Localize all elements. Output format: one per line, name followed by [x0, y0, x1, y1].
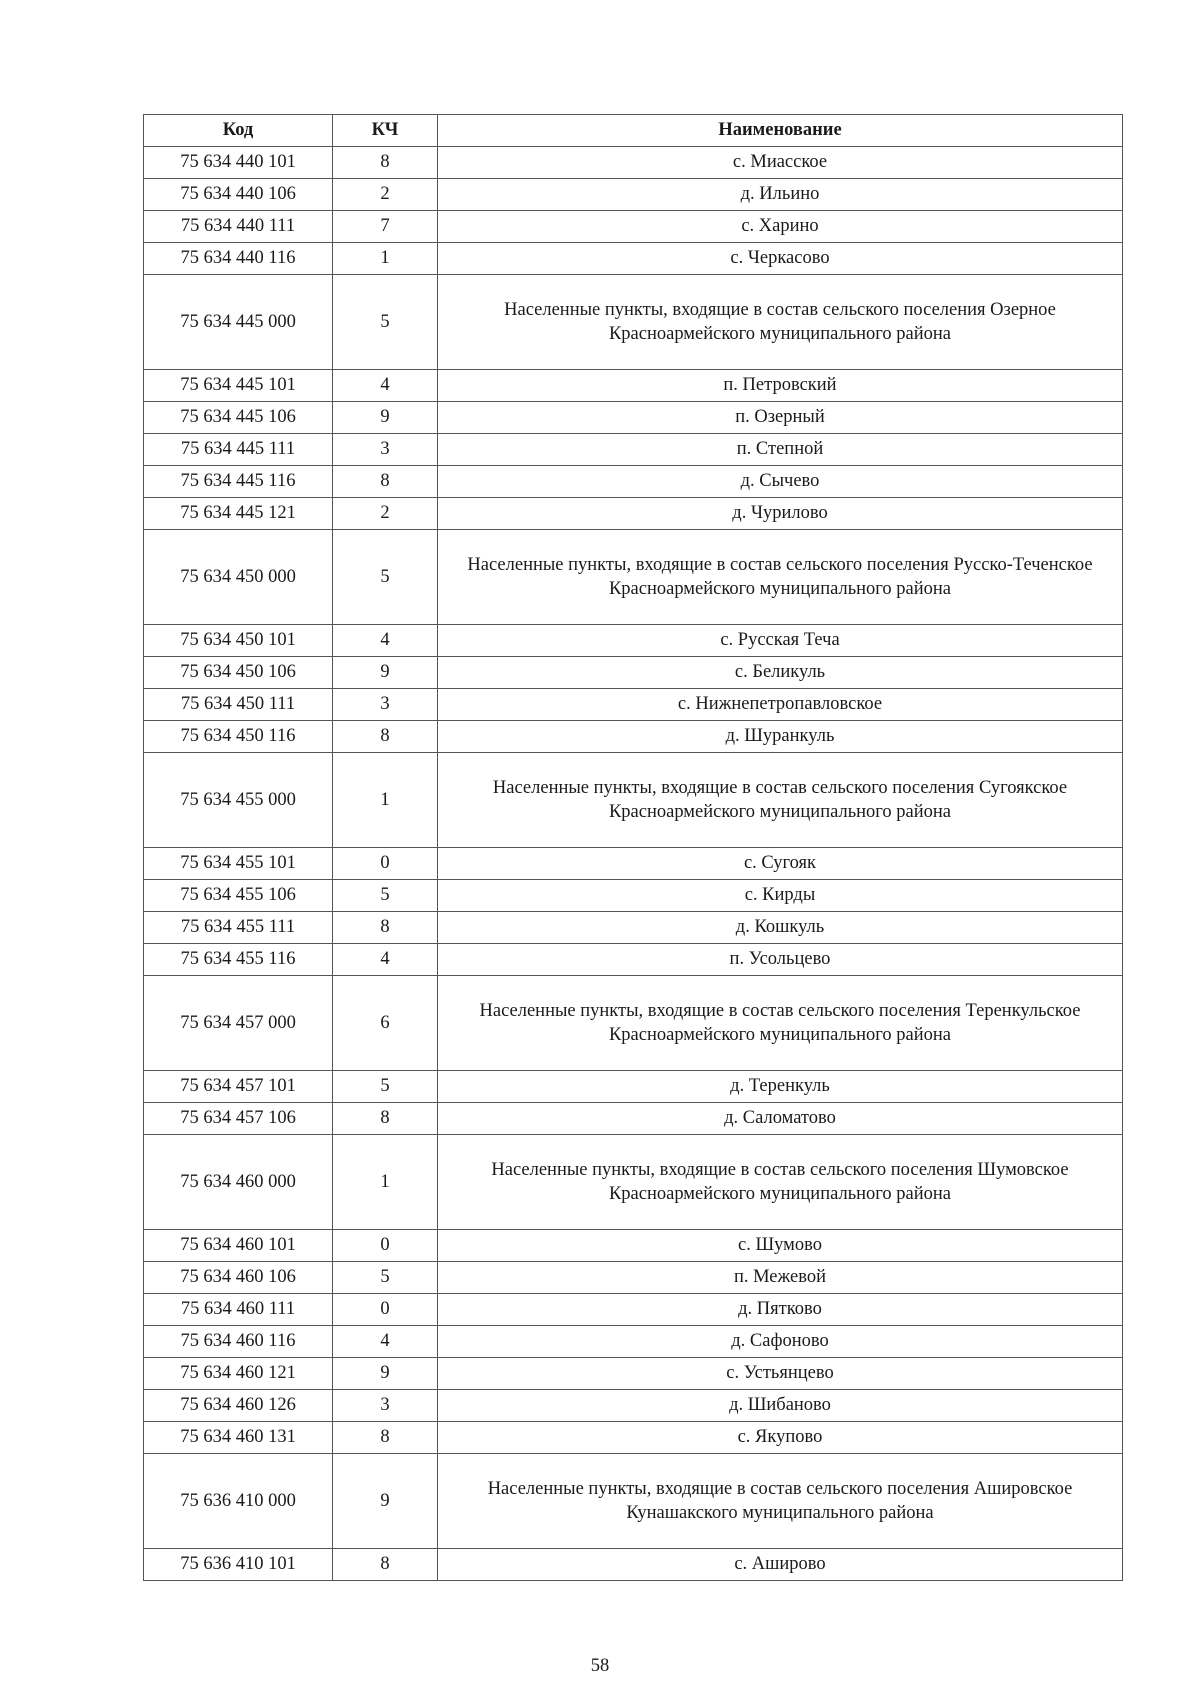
cell-code: 75 634 445 106: [144, 402, 333, 434]
table-row: [144, 1358, 1123, 1390]
cell-name: п. Петровский: [438, 370, 1123, 402]
cell-kch: 8: [333, 147, 438, 179]
cell-code: 75 634 460 111: [144, 1294, 333, 1326]
table-row: [144, 880, 1123, 912]
cell-kch: 0: [333, 848, 438, 880]
header-name: Наименование: [438, 115, 1123, 147]
table-row: [144, 1390, 1123, 1422]
cell-kch: 9: [333, 1358, 438, 1390]
table-body: [144, 147, 1123, 1581]
cell-name: п. Межевой: [438, 1262, 1123, 1294]
table-row: [144, 1262, 1123, 1294]
cell-name: с. Аширово: [438, 1549, 1123, 1581]
cell-name: с. Черкасово: [438, 243, 1123, 275]
table-row-settlement-group: [144, 1454, 1123, 1549]
cell-kch: 8: [333, 721, 438, 753]
cell-code: 75 634 460 106: [144, 1262, 333, 1294]
cell-code: 75 634 445 121: [144, 498, 333, 530]
okato-table: [143, 114, 1123, 1581]
cell-code: 75 634 455 116: [144, 944, 333, 976]
table-row: [144, 625, 1123, 657]
cell-name: с. Якупово: [438, 1422, 1123, 1454]
table-row-settlement-group: [144, 530, 1123, 625]
cell-kch: 5: [333, 880, 438, 912]
cell-code: 75 634 460 131: [144, 1422, 333, 1454]
cell-code: 75 634 445 116: [144, 466, 333, 498]
table-row: [144, 370, 1123, 402]
cell-name: д. Сафоново: [438, 1326, 1123, 1358]
cell-kch: 5: [333, 275, 438, 370]
cell-kch: 7: [333, 211, 438, 243]
cell-kch: 8: [333, 1549, 438, 1581]
table-row: [144, 1326, 1123, 1358]
cell-code: 75 634 460 000: [144, 1135, 333, 1230]
cell-code: 75 634 455 106: [144, 880, 333, 912]
cell-kch: 0: [333, 1230, 438, 1262]
table-row: [144, 1294, 1123, 1326]
cell-name: д. Шибаново: [438, 1390, 1123, 1422]
cell-name: Населенные пункты, входящие в состав сельского поселения Озерное Красноармейского муниципального района: [438, 275, 1123, 370]
table-row: [144, 1422, 1123, 1454]
table-row: [144, 657, 1123, 689]
cell-kch: 2: [333, 498, 438, 530]
cell-kch: 5: [333, 530, 438, 625]
table-row-settlement-group: [144, 976, 1123, 1071]
cell-kch: 5: [333, 1262, 438, 1294]
table-row: [144, 1230, 1123, 1262]
cell-kch: 3: [333, 1390, 438, 1422]
cell-name: с. Миасское: [438, 147, 1123, 179]
cell-name: с. Русская Теча: [438, 625, 1123, 657]
header-kch: КЧ: [333, 115, 438, 147]
cell-code: 75 636 410 000: [144, 1454, 333, 1549]
cell-kch: 3: [333, 434, 438, 466]
table-row: [144, 1071, 1123, 1103]
cell-name: Населенные пункты, входящие в состав сельского поселения Русско-Теченское Красноармейского муниципального района: [438, 530, 1123, 625]
cell-kch: 8: [333, 1103, 438, 1135]
cell-kch: 1: [333, 243, 438, 275]
cell-code: 75 634 440 101: [144, 147, 333, 179]
table-row: [144, 944, 1123, 976]
cell-kch: 3: [333, 689, 438, 721]
cell-code: 75 634 455 101: [144, 848, 333, 880]
cell-kch: 9: [333, 657, 438, 689]
cell-code: 75 634 460 121: [144, 1358, 333, 1390]
table-row-settlement-group: [144, 275, 1123, 370]
cell-code: 75 634 450 116: [144, 721, 333, 753]
cell-name: д. Теренкуль: [438, 1071, 1123, 1103]
cell-code: 75 634 450 106: [144, 657, 333, 689]
table-row: [144, 689, 1123, 721]
cell-kch: 4: [333, 944, 438, 976]
cell-code: 75 636 410 101: [144, 1549, 333, 1581]
cell-code: 75 634 440 106: [144, 179, 333, 211]
cell-kch: 8: [333, 1422, 438, 1454]
cell-code: 75 634 457 106: [144, 1103, 333, 1135]
cell-code: 75 634 445 101: [144, 370, 333, 402]
cell-kch: 1: [333, 1135, 438, 1230]
cell-code: 75 634 445 000: [144, 275, 333, 370]
cell-name: п. Степной: [438, 434, 1123, 466]
cell-kch: 8: [333, 912, 438, 944]
table-row: [144, 402, 1123, 434]
cell-name: с. Сугояк: [438, 848, 1123, 880]
cell-code: 75 634 450 000: [144, 530, 333, 625]
cell-name: с. Кирды: [438, 880, 1123, 912]
cell-code: 75 634 460 116: [144, 1326, 333, 1358]
cell-kch: 4: [333, 370, 438, 402]
table-row: [144, 498, 1123, 530]
cell-name: с. Беликуль: [438, 657, 1123, 689]
table-row: [144, 848, 1123, 880]
cell-kch: 2: [333, 179, 438, 211]
cell-name: Населенные пункты, входящие в состав сельского поселения Сугоякское Красноармейского муниципального района: [438, 753, 1123, 848]
cell-code: 75 634 440 111: [144, 211, 333, 243]
cell-name: д. Сычево: [438, 466, 1123, 498]
table-row: [144, 912, 1123, 944]
table-row: [144, 179, 1123, 211]
cell-name: п. Усольцево: [438, 944, 1123, 976]
cell-code: 75 634 455 111: [144, 912, 333, 944]
cell-name: д. Кошкуль: [438, 912, 1123, 944]
table-row: [144, 1549, 1123, 1581]
table-row: [144, 1103, 1123, 1135]
cell-name: с. Нижнепетропавловское: [438, 689, 1123, 721]
cell-name: Населенные пункты, входящие в состав сельского поселения Теренкульское Красноармейского муниципального района: [438, 976, 1123, 1071]
cell-kch: 6: [333, 976, 438, 1071]
table-row: [144, 721, 1123, 753]
cell-name: Населенные пункты, входящие в состав сельского поселения Ашировское Кунашакского муниципального района: [438, 1454, 1123, 1549]
cell-name: с. Устьянцево: [438, 1358, 1123, 1390]
cell-kch: 1: [333, 753, 438, 848]
cell-kch: 4: [333, 1326, 438, 1358]
table-row: [144, 243, 1123, 275]
cell-name: с. Харино: [438, 211, 1123, 243]
table-row: [144, 147, 1123, 179]
cell-code: 75 634 450 101: [144, 625, 333, 657]
page-number: 58: [590, 1656, 610, 1676]
cell-code: 75 634 460 101: [144, 1230, 333, 1262]
cell-code: 75 634 457 000: [144, 976, 333, 1071]
cell-name: д. Саломатово: [438, 1103, 1123, 1135]
table-row: [144, 434, 1123, 466]
cell-kch: 0: [333, 1294, 438, 1326]
cell-code: 75 634 450 111: [144, 689, 333, 721]
cell-kch: 9: [333, 402, 438, 434]
cell-kch: 8: [333, 466, 438, 498]
cell-kch: 9: [333, 1454, 438, 1549]
cell-code: 75 634 445 111: [144, 434, 333, 466]
header-code: Код: [144, 115, 333, 147]
cell-code: 75 634 455 000: [144, 753, 333, 848]
cell-kch: 5: [333, 1071, 438, 1103]
table-row: [144, 466, 1123, 498]
table-row-settlement-group: [144, 1135, 1123, 1230]
cell-name: д. Шуранкуль: [438, 721, 1123, 753]
cell-name: д. Ильино: [438, 179, 1123, 211]
cell-kch: 4: [333, 625, 438, 657]
table-row: [144, 211, 1123, 243]
cell-code: 75 634 440 116: [144, 243, 333, 275]
cell-name: Населенные пункты, входящие в состав сельского поселения Шумовское Красноармейского муниципального района: [438, 1135, 1123, 1230]
cell-name: д. Пятково: [438, 1294, 1123, 1326]
cell-name: с. Шумово: [438, 1230, 1123, 1262]
cell-name: п. Озерный: [438, 402, 1123, 434]
cell-code: 75 634 457 101: [144, 1071, 333, 1103]
table-row-settlement-group: [144, 753, 1123, 848]
cell-code: 75 634 460 126: [144, 1390, 333, 1422]
cell-name: д. Чурилово: [438, 498, 1123, 530]
table-header-row: [144, 115, 1123, 147]
